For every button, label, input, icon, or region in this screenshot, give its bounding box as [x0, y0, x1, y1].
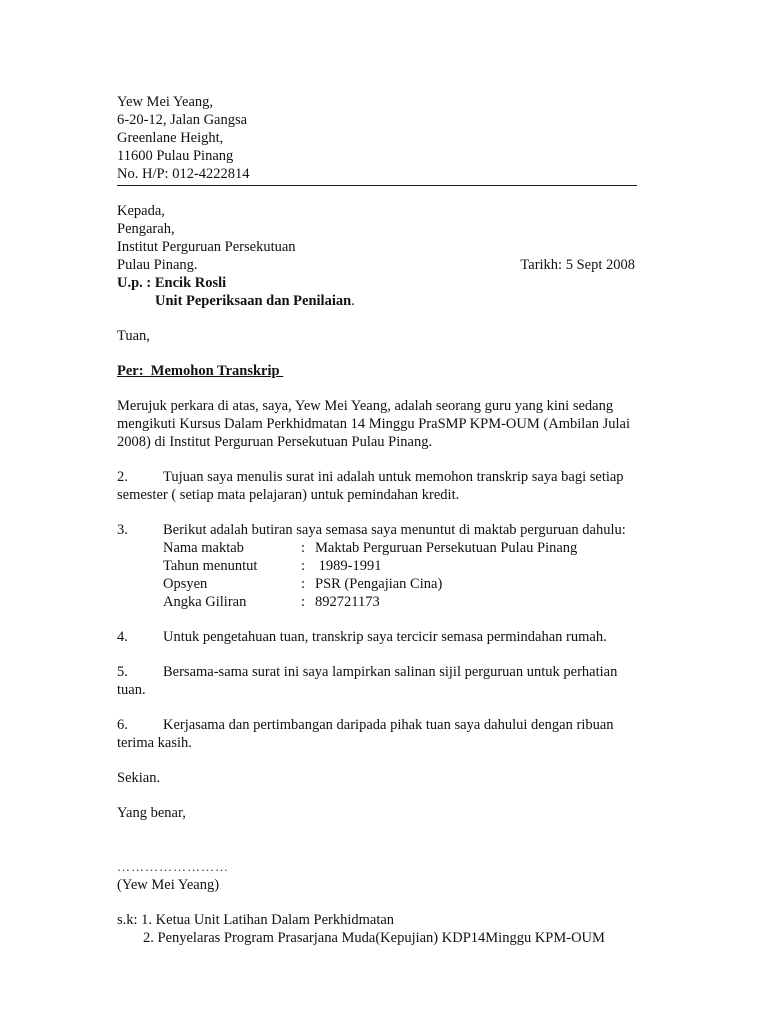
cc-line-1: s.k: 1. Ketua Unit Latihan Dalam Perkhidmatan: [117, 912, 395, 928]
details-key: Opsyen: [163, 576, 208, 592]
recipient-block: [117, 202, 637, 310]
cc-block: [117, 911, 637, 947]
attention-line: U.p. : Encik Rosli: [117, 275, 227, 291]
recipient-city-date-row: [117, 256, 635, 274]
closing-yang-benar: Yang benar,: [117, 805, 186, 821]
subject-line: Per: Memohon Transkrip: [117, 363, 284, 379]
attention-unit-line: [117, 292, 637, 310]
attention-unit: Unit Peperiksaan dan Penilaian: [155, 293, 352, 309]
paragraph-2-number: 2.: [117, 469, 128, 485]
closing-sekian: Sekian.: [117, 770, 161, 786]
details-separator: :: [301, 540, 306, 556]
details-key: Angka Giliran: [163, 594, 247, 610]
paragraph-1: Merujuk perkara di atas, saya, Yew Mei Yeang, adalah seorang guru yang kini sedang mengikuti Kursus Dalam Perkhidmatan 14 Minggu PraSMP KPM-OUM (Ambilan Julai 2008) di Institut Perguruan Persekutuan Pulau Pinang.: [117, 398, 630, 450]
details-value: 1989-1991: [315, 558, 382, 574]
signature-dots: ……………………: [117, 859, 229, 874]
paragraph-3-text: Berikut adalah butiran saya semasa saya menuntut di maktab perguruan dahulu:: [163, 522, 626, 538]
details-table: [163, 539, 637, 611]
paragraph-5-number: 5.: [117, 664, 128, 680]
sender-address-line-2: Greenlane Height,: [117, 130, 224, 146]
sender-name: Yew Mei Yeang,: [117, 94, 214, 110]
paragraph-5: [117, 663, 647, 699]
details-value: PSR (Pengajian Cina): [315, 576, 443, 592]
details-separator: :: [301, 576, 306, 592]
cc-line-2: 2. Penyelaras Program Prasarjana Muda(Kepujian) KDP14Minggu KPM-OUM: [143, 930, 605, 946]
details-value: Maktab Perguruan Persekutuan Pulau Pinang: [315, 540, 578, 556]
paragraph-3: [117, 521, 647, 539]
attention-unit-period: .: [351, 293, 355, 309]
details-key: Nama maktab: [163, 540, 244, 556]
details-value: 892721173: [315, 594, 380, 610]
paragraph-5-text: Bersama-sama surat ini saya lampirkan salinan sijil perguruan untuk perhatian tuan.: [117, 664, 618, 698]
paragraph-6-number: 6.: [117, 717, 128, 733]
sender-block: [117, 93, 637, 183]
sender-address-line-3: 11600 Pulau Pinang: [117, 148, 234, 164]
paragraph-6: [117, 716, 647, 752]
paragraph-4: [117, 628, 647, 646]
paragraph-4-number: 4.: [117, 629, 128, 645]
letter: [117, 93, 637, 947]
details-row: [163, 593, 637, 611]
details-separator: :: [301, 558, 306, 574]
recipient-kepada: Kepada,: [117, 203, 165, 219]
paragraph-2: [117, 468, 647, 504]
sender-address-line-1: 6-20-12, Jalan Gangsa: [117, 112, 248, 128]
details-row: [163, 575, 637, 593]
sender-phone: No. H/P: 012-4222814: [117, 166, 250, 182]
details-key: Tahun menuntut: [163, 558, 258, 574]
salutation: Tuan,: [117, 328, 150, 344]
recipient-org: Institut Perguruan Persekutuan: [117, 239, 296, 255]
paragraph-6-text: Kerjasama dan pertimbangan daripada pihak tuan saya dahului dengan ribuan terima kasih.: [117, 717, 614, 751]
signature-name: (Yew Mei Yeang): [117, 877, 220, 893]
details-separator: :: [301, 594, 306, 610]
paragraph-3-number: 3.: [117, 522, 128, 538]
letter-date: Tarikh: 5 Sept 2008: [520, 257, 635, 273]
details-row: [163, 557, 637, 575]
recipient-title: Pengarah,: [117, 221, 175, 237]
paragraph-4-text: Untuk pengetahuan tuan, transkrip saya tercicir semasa permindahan rumah.: [163, 629, 607, 645]
details-row: [163, 539, 637, 557]
paragraph-2-text: Tujuan saya menulis surat ini adalah untuk memohon transkrip saya bagi setiap semester ( setiap mata pelajaran) untuk pemindahan kredit.: [117, 469, 624, 503]
recipient-city: Pulau Pinang.: [117, 257, 198, 273]
